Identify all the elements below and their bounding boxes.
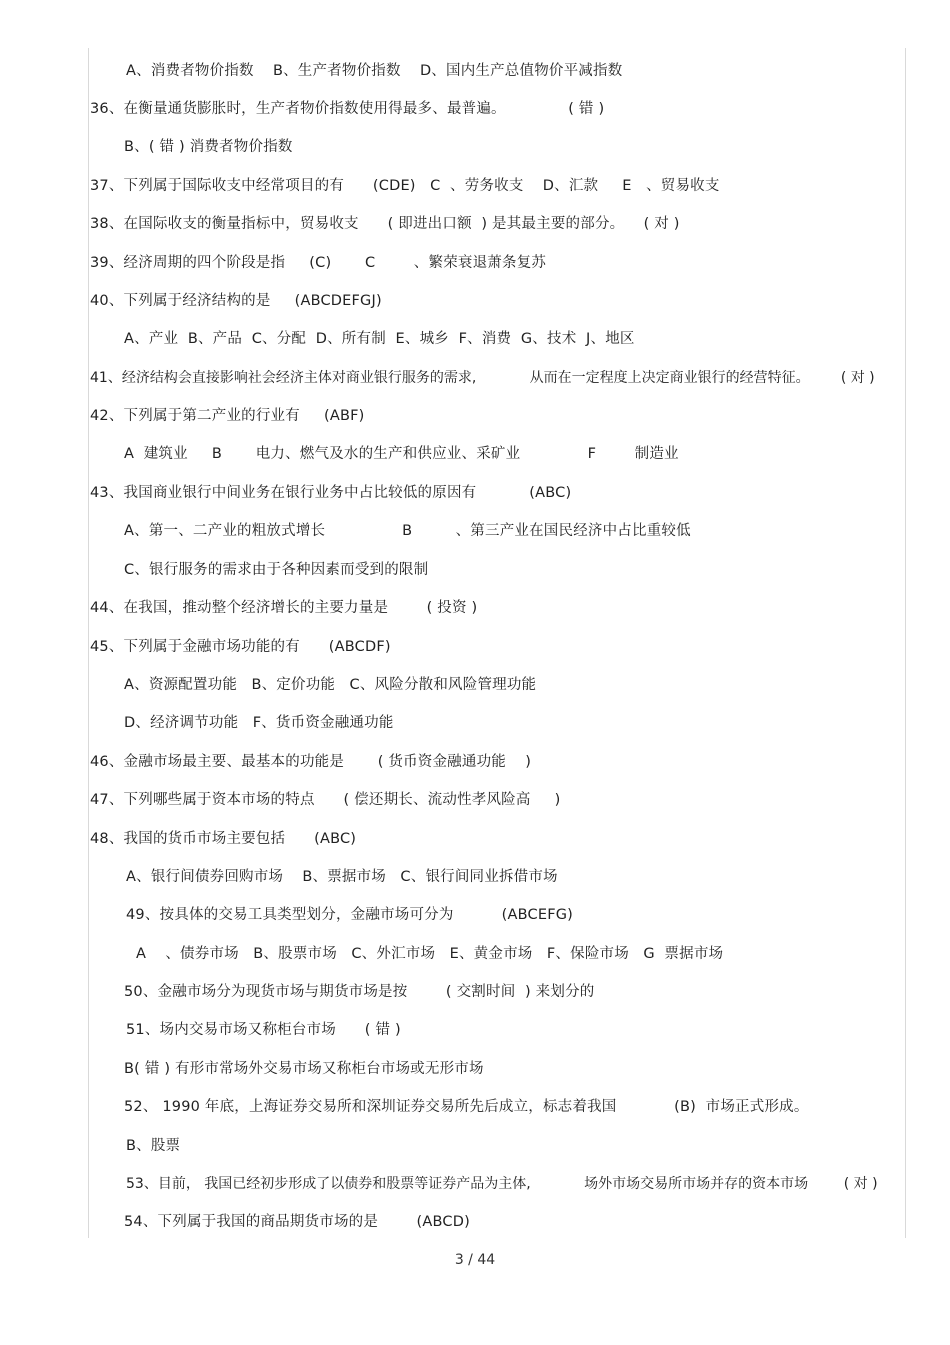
text-line: A、消费者物价指数 B、生产者物价指数 D、国内生产总值物价平减指数 [126,63,623,79]
page-number: 3 / 44 [454,1252,496,1268]
text-line: 44、在我国，推动整个经济增长的主要力量是 ( 投资 ) [90,600,478,616]
text-line: B、股票 [126,1138,181,1154]
text-line: 53、目前， 我国已经初步形成了以债券和股票等证券产品为主体, 场外市场交易所市场并存的资本市场 ( 对 ) [126,1176,878,1192]
text-line: A、第一、二产业的粗放式增长 B 、第三产业在国民经济中占比重较低 [124,523,691,539]
text-line: 45、下列属于金融市场功能的有 (ABCDF) [90,639,391,655]
text-line: A 建筑业 B 电力、燃气及水的生产和供应业、采矿业 F 制造业 [124,446,679,462]
text-line: 49、按具体的交易工具类型划分，金融市场可分为 (ABCEFG) [126,907,574,923]
text-line: A 、债券市场 B、股票市场 C、外汇市场 E、黄金市场 F、保险市场 G 票据市场 [136,946,724,962]
right-margin-rule [905,48,906,1238]
text-line: 48、我国的货币市场主要包括 (ABC) [90,831,357,847]
text-line: A、资源配置功能 B、定价功能 C、风险分散和风险管理功能 [124,677,537,693]
text-line: 39、经济周期的四个阶段是指 (C) C 、繁荣衰退萧条复苏 [90,255,547,271]
text-line: B、( 错 ) 消费者物价指数 [124,139,293,155]
text-line: B( 错 ) 有形市常场外交易市场又称柜台市场或无形市场 [124,1061,484,1077]
text-line: 41、经济结构会直接影响社会经济主体对商业银行服务的需求, 从而在一定程度上决定商业银行的经营特征。 ( 对 ) [90,370,875,386]
text-line: 50、金融市场分为现货市场与期货市场是按 ( 交割时间 ) 来划分的 [124,984,595,1000]
text-line: D、经济调节功能 F、货币资金融通功能 [124,715,394,731]
text-line: A、产业 B、产品 C、分配 D、所有制 E、城乡 F、消费 G、技术 J、地区 [124,331,635,347]
text-line: C、银行服务的需求由于各种因素而受到的限制 [124,562,429,578]
text-line: 51、场内交易市场又称柜台市场 ( 错 ) [126,1022,401,1038]
text-line: 47、下列哪些属于资本市场的特点 ( 偿还期长、流动性孝风险高 ) [90,792,561,808]
text-line: 54、下列属于我国的商品期货市场的是 (ABCD) [124,1214,470,1230]
left-margin-rule [88,48,89,1238]
text-line: A、银行间债券回购市场 B、票据市场 C、银行间同业拆借市场 [126,869,558,885]
text-line: 36、在衡量通货膨胀时，生产者物价指数使用得最多、最普遍。 ( 错 ) [90,101,605,117]
text-line: 42、下列属于第二产业的行业有 (ABF) [90,408,365,424]
text-line: 52、 1990 年底，上海证券交易所和深圳证券交易所先后成立，标志着我国 (B) 市场正式形成。 [124,1099,809,1115]
text-line: 37、下列属于国际收支中经常项目的有 (CDE) C 、劳务收支 D、汇款 E 、贸易收支 [90,178,720,194]
text-line: 46、金融市场最主要、最基本的功能是 ( 货币资金融通功能 ) [90,754,532,770]
text-line: 38、在国际收支的衡量指标中，贸易收支 ( 即进出口额 ) 是其最主要的部分。 ( 对 ) [90,216,680,232]
text-line: 40、下列属于经济结构的是 (ABCDEFGJ) [90,293,382,309]
text-line: 43、我国商业银行中间业务在银行业务中占比较低的原因有 (ABC) [90,485,572,501]
